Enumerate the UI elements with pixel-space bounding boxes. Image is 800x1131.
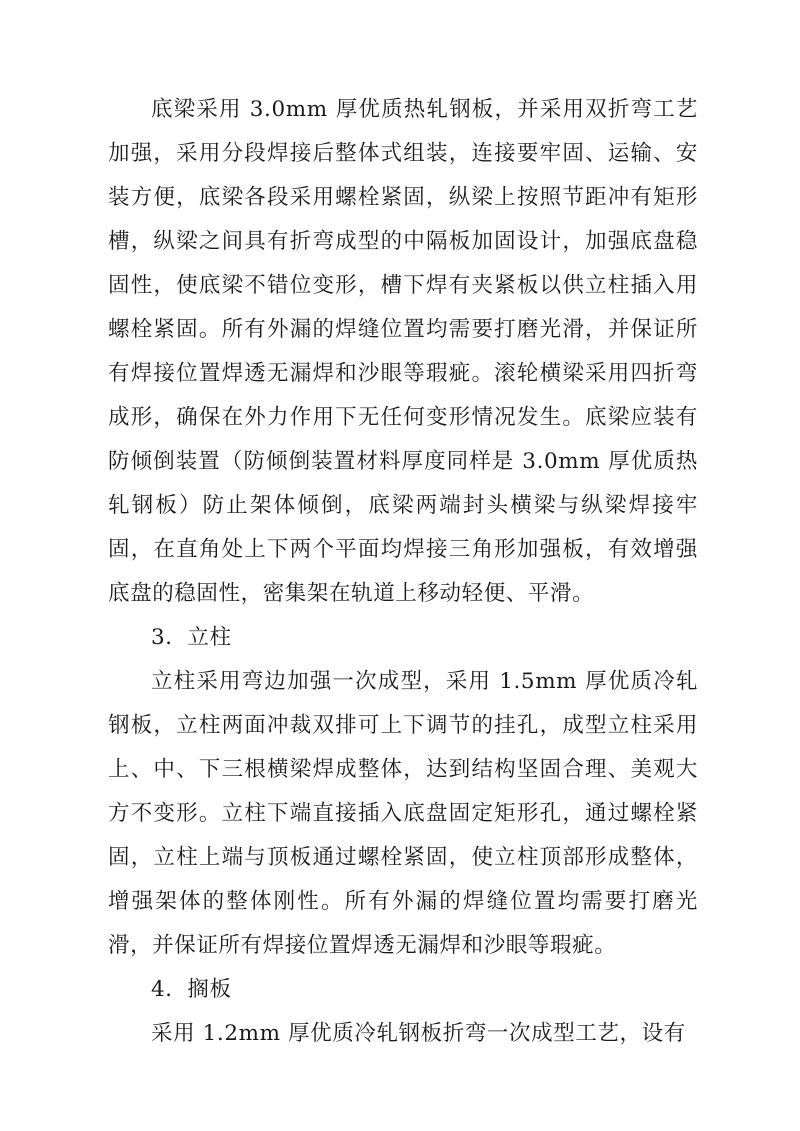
heading-3-column: 3．立柱 <box>151 625 232 650</box>
paragraph-bottom-beam: 底梁采用 3.0mm 厚优质热轧钢板，并采用双折弯工艺加强，采用分段焊接后整体式组装，连接要牢固、运输、安装方便，底梁各段采用螺栓紧固，纵梁上按照节距冲有矩形槽，纵梁之间具有折弯成型的中隔板加固设计，加强底盘稳固性，使底梁不错位变形，槽下焊有夹紧板以供立柱插入用螺栓紧固。所有外漏的焊缝位置均需要打磨光滑，并保证所有焊接位置焊透无漏焊和沙眼等瑕疵。滚轮横梁采用四折弯成形，确保在外力作用下无任何变形情况发生。底梁应装有防倾倒装置（防倾倒装置材料厚度同样是 3.0mm 厚优质热轧钢板）防止架体倾倒，底梁两端封头横梁与纵梁焊接牢固，在直角处上下两个平面均焊接三角形加强板，有效增强底盘的稳固性，密集架在轨道上移动轻便、平滑。 <box>108 97 698 606</box>
paragraph-column: 立柱采用弯边加强一次成型，采用 1.5mm 厚优质冷轧钢板，立柱两面冲裁双排可上下调节的挂孔，成型立柱采用上、中、下三根横梁焊成整体，达到结构坚固合理、美观大方不变形。立柱下端直接插入底盘固定矩形孔，通过螺栓紧固，立柱上端与顶板通过螺栓紧固，使立柱顶部形成整体，增强架体的整体刚性。所有外漏的焊缝位置均需要打磨光滑，并保证所有焊接位置焊透无漏焊和沙眼等瑕疵。 <box>108 669 698 958</box>
page-text-area <box>108 88 698 1056</box>
heading-4-shelf: 4．搁板 <box>151 977 232 1002</box>
paragraph-shelf: 采用 1.2mm 厚优质冷轧钢板折弯一次成型工艺，设有 <box>151 1021 686 1046</box>
